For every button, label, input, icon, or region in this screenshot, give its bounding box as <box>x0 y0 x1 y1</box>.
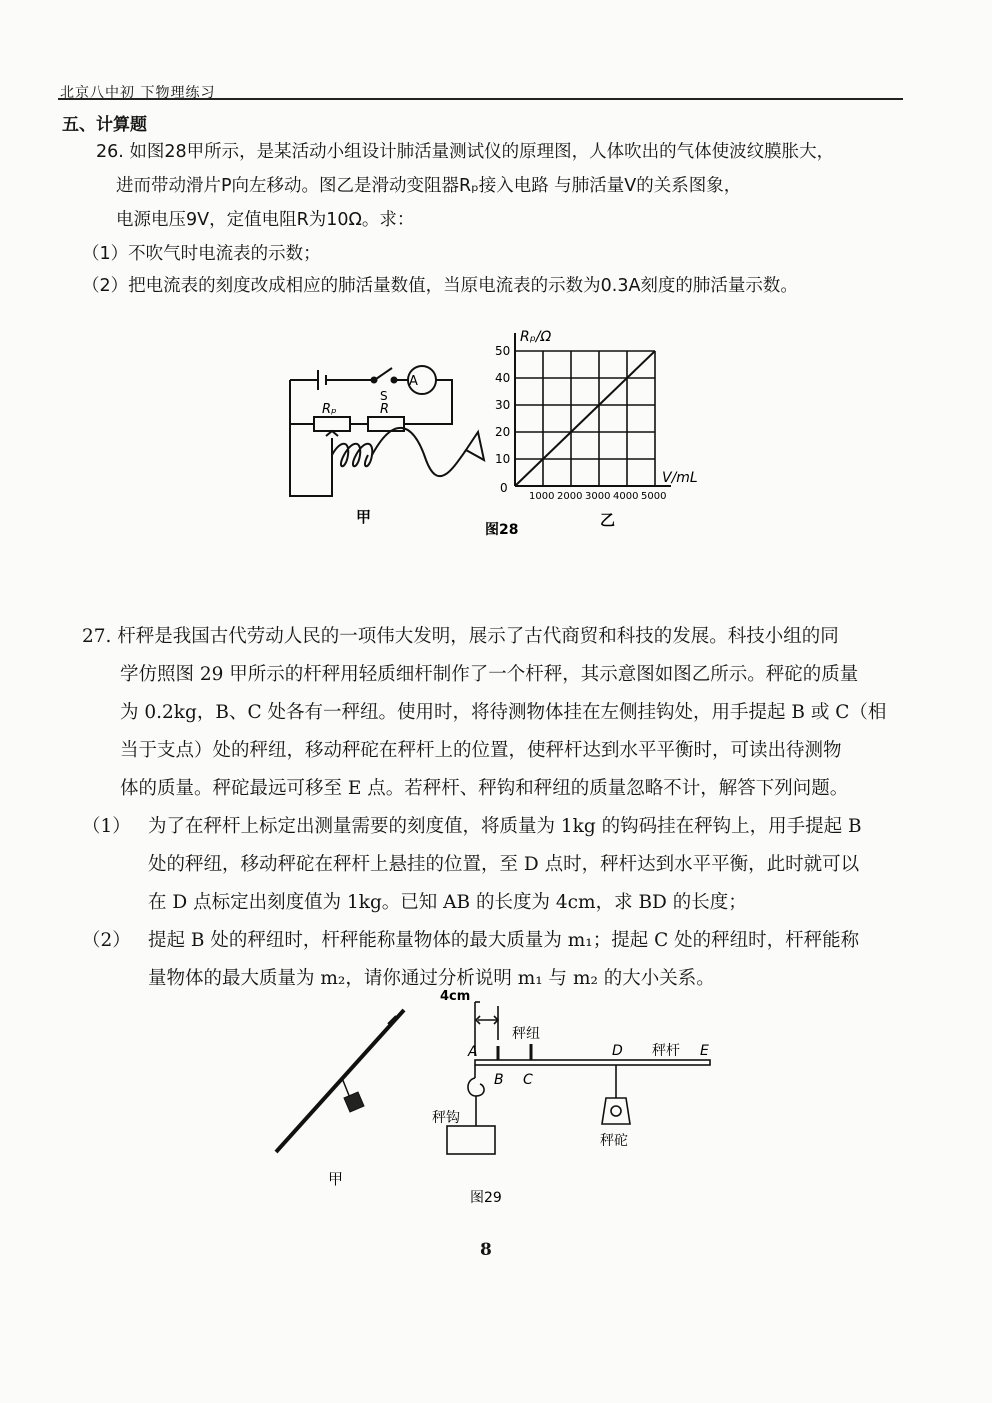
page-header: 北京八中初 下物理练习 <box>60 85 216 101</box>
label-rod: 秤杆 <box>652 1043 680 1059</box>
q27-sub1-line: 处的秤纽，移动秤砣在秤杆上悬挂的位置，至 D 点时，秤杆达到水平平衡，此时就可以 <box>148 854 860 875</box>
q26-line: 26. 如图28甲所示，是某活动小组设计肺活量测试仪的原理图，人体吹出的气体使波纹膜胀大， <box>96 142 835 162</box>
q27-sub1-label: （1） <box>82 816 131 837</box>
steelyard-photo <box>276 1010 404 1152</box>
dim-4cm: 4cm <box>440 989 471 1004</box>
figure-29 <box>0 980 992 1210</box>
caption-yi: 乙 <box>600 511 616 529</box>
steelyard-schematic <box>447 1002 710 1154</box>
caption-fig28: 图28 <box>485 522 519 538</box>
switch-blade <box>376 368 392 379</box>
circuit-diagram <box>290 366 484 496</box>
x-tick-label: 1000 <box>529 491 555 502</box>
label-c: C <box>523 1072 533 1088</box>
q27-line: 27. 杆秤是我国古代劳动人民的一项伟大发明，展示了古代商贸和科技的发展。科技小组的同 <box>82 626 839 647</box>
weight-shape <box>602 1098 630 1124</box>
x-tick-label: 4000 <box>613 491 639 502</box>
q27-sub2-line: 量物体的最大质量为 m₂，请你通过分析说明 m₁ 与 m₂ 的大小关系。 <box>148 968 715 989</box>
y-tick-label: 40 <box>495 371 511 385</box>
graph-origin: 0 <box>500 481 508 495</box>
y-tick-label: 10 <box>495 452 511 466</box>
x-tick-label: 5000 <box>641 491 667 502</box>
hook-block <box>447 1126 495 1154</box>
label-s: S <box>380 389 388 403</box>
label-a: A <box>468 1044 478 1060</box>
x-tick-label: 2000 <box>557 491 583 502</box>
graph-rp-v <box>495 333 671 502</box>
caption-left: 甲 <box>328 1170 344 1188</box>
y-tick-label: 20 <box>495 425 511 439</box>
figure-28 <box>0 320 992 580</box>
q27-line: 体的质量。秤砣最远可移至 E 点。若秤杆、秤钩和秤纽的质量忽略不计，解答下列问题。 <box>120 778 849 799</box>
q26-line: 进而带动滑片P向左移动。图乙是滑动变阻器Rₚ接入电路 与肺活量V的关系图象， <box>116 176 742 196</box>
series-line <box>515 351 655 486</box>
label-rp: Rₚ <box>322 402 337 417</box>
y-tick-label: 50 <box>495 344 511 358</box>
q27-line: 为 0.2kg，B、C 处各有一秤纽。使用时，将待测物体挂在左侧挂钩处，用手提起 B 或 C（相 <box>120 702 887 723</box>
label-hook: 秤钩 <box>432 1110 460 1126</box>
q27-line: 当于支点）处的秤纽，移动秤砣在秤杆上的位置，使秤杆达到水平平衡时，可读出待测物 <box>120 740 842 761</box>
x-tick-label: 3000 <box>585 491 611 502</box>
caption-jia: 甲 <box>356 508 372 526</box>
q27-sub1-line: 为了在秤杆上标定出测量需要的刻度值，将质量为 1kg 的钩码挂在秤钩上，用手提起 B <box>148 816 862 837</box>
rheostat-rp <box>314 417 350 431</box>
label-b: B <box>494 1072 504 1088</box>
header-rule <box>58 98 903 100</box>
label-a: A <box>409 374 418 389</box>
label-button: 秤纽 <box>512 1026 540 1042</box>
label-r: R <box>380 402 390 417</box>
graph-ylabel: Rₚ/Ω <box>520 329 552 345</box>
q27-sub2-label: （2） <box>82 930 131 951</box>
mouthpiece <box>466 432 484 460</box>
q27-sub1-line: 在 D 点标定出刻度值为 1kg。已知 AB 的长度为 4cm，求 BD 的长度； <box>148 892 747 913</box>
section-title: 五、计算题 <box>62 115 147 135</box>
label-weight: 秤砣 <box>600 1133 628 1149</box>
label-e: E <box>700 1043 709 1059</box>
q27-sub2-line: 提起 B 处的秤纽时，杆秤能称量物体的最大质量为 m₁；提起 C 处的秤纽时，杆秤能称 <box>148 930 860 951</box>
label-d: D <box>612 1043 623 1059</box>
q27-line: 学仿照图 29 甲所示的杆秤用轻质细杆制作了一个杆秤，其示意图如图乙所示。秤砣的质量 <box>120 664 859 685</box>
graph-xlabel: V/mL <box>662 470 698 486</box>
q26-line: 电源电压9V，定值电阻R为10Ω。求： <box>116 210 415 230</box>
y-tick-label: 30 <box>495 398 511 412</box>
caption-fig29: 图29 <box>470 1190 502 1206</box>
rod <box>475 1060 710 1065</box>
q26-sub2: （2）把电流表的刻度改成相应的肺活量数值，当原电流表的示数为0.3A刻度的肺活量示数。 <box>82 276 798 296</box>
page-number: 8 <box>480 1240 492 1260</box>
q26-sub1: （1）不吹气时电流表的示数； <box>82 244 321 264</box>
